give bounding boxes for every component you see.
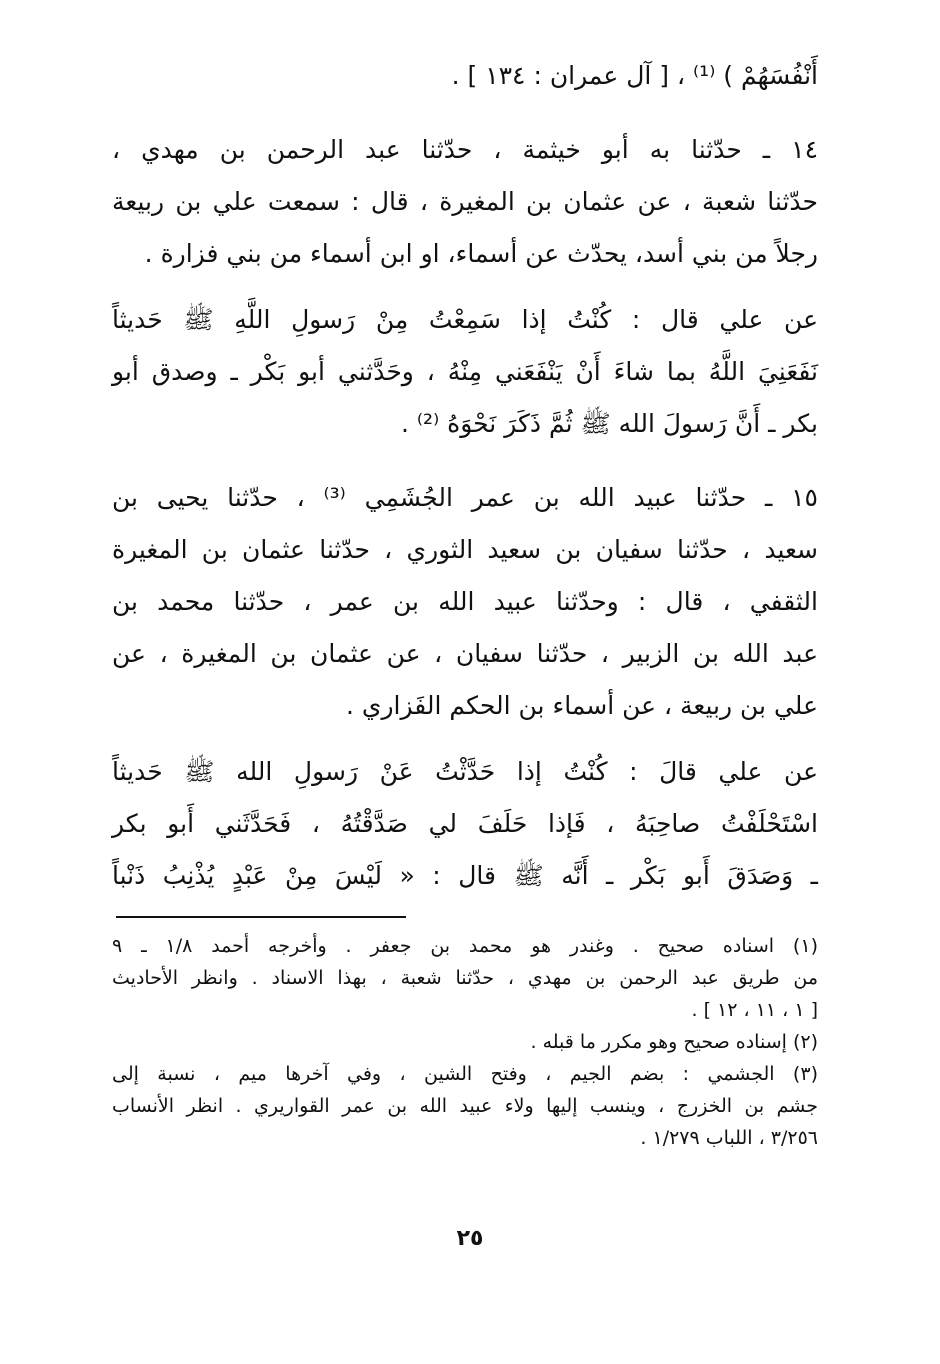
hadith-14-isnad	[112, 124, 818, 280]
text-line: ١٤ ـ حدّثنا به أبو خيثمة ، حدّثنا عبد الرحمن بن مهدي ،	[112, 135, 818, 164]
footnote-line: ٣/٢٥٦ ، اللباب ١/٢٧٩ .	[640, 1127, 818, 1149]
text-line: عبد الله بن الزبير ، حدّثنا سفيان ، عن عثمان بن المغيرة ، عن	[112, 639, 818, 668]
footnote-2	[112, 1026, 818, 1058]
footnote-line: (٢) إسناده صحيح وهو مكرر ما قبله .	[530, 1031, 818, 1053]
text-line: نَفَعَنِيَ اللَّهُ بما شاءَ أَنْ يَنْفَعَني مِنْهُ ، وحَدَّثني أبو بَكْر ـ وصدق أبو	[112, 357, 818, 386]
text-line: رجلاً من بني أسد، يحدّث عن أسماء، او ابن أسماء من بني فزارة .	[144, 239, 818, 268]
text-line: علي بن ربيعة ، عن أسماء بن الحكم الفَزاري .	[346, 691, 818, 720]
footnotes	[112, 930, 818, 1154]
hadith-15-isnad	[112, 472, 818, 732]
text-line: أَنْفُسَهُمْ ) ⁽¹⁾ ، [ آل عمران : ١٣٤ ] .	[451, 61, 818, 90]
hadith-15-matn	[112, 746, 818, 902]
footnote-line: (٣) الجشمي : بضم الجيم ، وفتح الشين ، وفي آخرها ميم ، نسبة إلى	[112, 1063, 818, 1085]
footnote-line: من طريق عبد الرحمن بن مهدي ، حدّثنا شعبة ، بهذا الاسناد . وانظر الأحاديث	[112, 967, 818, 989]
text-line: الثقفي ، قال : وحدّثنا عبيد الله بن عمر ، حدّثنا محمد بن	[112, 587, 818, 616]
text-line: ١٥ ـ حدّثنا عبيد الله بن عمر الجُشَمِي ⁽³⁾ ، حدّثنا يحيى بن	[112, 483, 818, 512]
page-number: ٢٥	[456, 1226, 484, 1251]
footnote-line: (١) اسناده صحيح . وغندر هو محمد بن جعفر . وأخرجه أحمد ١/٨ ـ ٩	[112, 935, 818, 957]
text-line: حدّثنا شعبة ، عن عثمان بن المغيرة ، قال : سمعت علي بن ربيعة	[112, 187, 818, 216]
text-line: ـ وَصَدَقَ أَبو بَكْر ـ أَنَّه ﷺ قال : « لَيْسَ مِنْ عَبْدٍ يُذْنِبُ ذَنْباً	[112, 861, 818, 890]
hadith-14-matn	[112, 294, 818, 450]
continuation-text	[112, 50, 818, 102]
footnote-1	[112, 930, 818, 1026]
footnote-line: [ ١ ، ١١ ، ١٢ ] .	[691, 999, 818, 1021]
footnote-separator	[116, 916, 406, 918]
text-line: بكر ـ أَنَّ رَسولَ الله ﷺ ثُمَّ ذَكَرَ نَحْوَهُ ⁽²⁾ .	[400, 409, 818, 438]
text-line: عن علي قالَ : كُنْتُ إذا حَدَّثْتُ عَنْ رَسولِ الله ﷺ حَديثاً	[112, 757, 818, 786]
text-line: سعيد ، حدّثنا سفيان بن سعيد الثوري ، حدّثنا عثمان بن المغيرة	[112, 535, 818, 564]
text-line: عن علي قال : كُنْتُ إذا سَمِعْتُ مِنْ رَسولِ اللَّهِ ﷺ حَديثاً	[112, 305, 818, 334]
page-content	[112, 50, 818, 1154]
text-line: اسْتَحْلَفْتُ صاحِبَهُ ، فَإذا حَلَفَ لي صَدَّقْتُهُ ، فَحَدَّثَني أَبو بكر	[112, 809, 818, 838]
footnote-3	[112, 1058, 818, 1154]
footnote-line: جشم بن الخزرج ، وينسب إليها ولاء عبيد الله بن عمر القواريري . انظر الأنساب	[112, 1095, 818, 1117]
